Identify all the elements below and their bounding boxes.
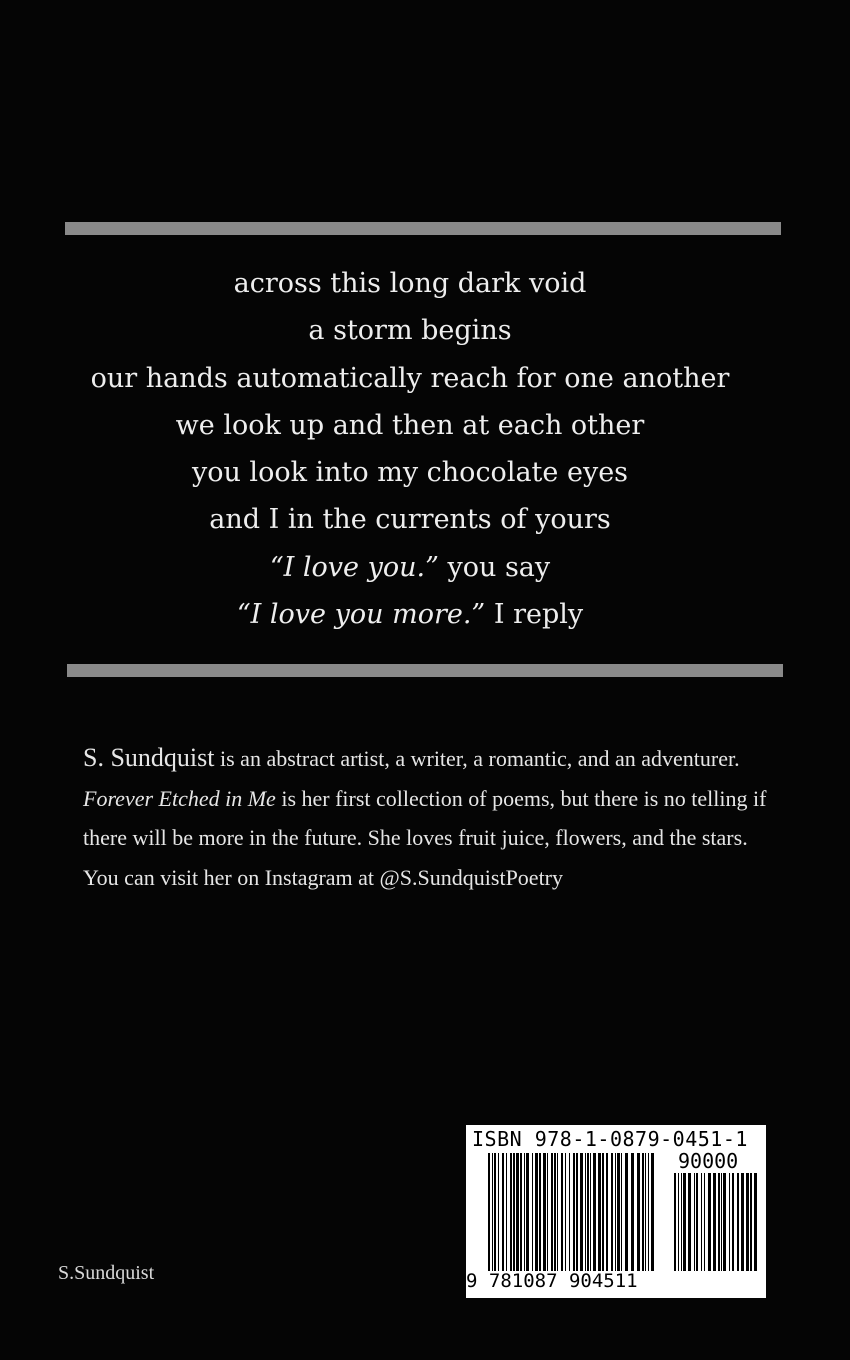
barcode-bar	[598, 1153, 601, 1271]
barcode-bar	[637, 1153, 640, 1271]
barcode-bar	[520, 1153, 522, 1271]
barcode-bar	[648, 1153, 649, 1271]
poem-line: you look into my chocolate eyes	[191, 457, 629, 489]
price-code: 90000	[678, 1149, 739, 1173]
poem-line	[0, 591, 820, 638]
barcode-bar	[611, 1153, 613, 1271]
top-divider	[65, 222, 781, 235]
barcode-bar	[678, 1173, 679, 1271]
barcode-bar	[645, 1153, 646, 1271]
isbn-barcode	[466, 1125, 766, 1298]
bio-text: is her first collection of poems, but there is no telling if there will be more in the future. She loves fruit juice, flowers, and the stars. You can visit her on Instagram at @S.SundquistPoetry	[83, 785, 767, 890]
barcode-bar	[701, 1173, 702, 1271]
poem-line: a storm begins	[308, 315, 512, 347]
barcode-bar	[587, 1153, 589, 1271]
author-name: S. Sundquist	[83, 743, 215, 772]
book-title: Forever Etched in Me	[83, 785, 276, 811]
author-signature: S.Sundquist	[58, 1262, 155, 1284]
poem-line: our hands automatically reach for one another	[90, 362, 730, 394]
barcode-bar	[721, 1173, 722, 1271]
poem-quote: “I love you more.”	[236, 599, 486, 631]
barcode-bar	[615, 1153, 616, 1271]
barcode-bar	[754, 1173, 757, 1271]
barcode-bar	[524, 1153, 525, 1271]
barcode-bar	[606, 1153, 608, 1271]
poem-line	[0, 544, 820, 591]
barcode-bar	[573, 1153, 575, 1271]
barcode-bar	[532, 1153, 533, 1271]
barcode-bar	[585, 1153, 586, 1271]
barcode-bar	[729, 1173, 730, 1271]
barcode-bar	[502, 1153, 504, 1271]
barcode-bar	[642, 1153, 644, 1271]
barcode-bar	[694, 1173, 695, 1271]
barcode-bar	[535, 1153, 538, 1271]
barcode-bar	[513, 1153, 515, 1271]
barcode-bar	[750, 1173, 752, 1271]
barcode-bar	[625, 1153, 628, 1271]
barcode-bar	[681, 1173, 682, 1271]
barcode-bar	[539, 1153, 541, 1271]
barcode-bar	[696, 1173, 698, 1271]
barcode-bar	[569, 1153, 570, 1271]
barcode-bar	[576, 1153, 578, 1271]
barcode-bar	[718, 1173, 720, 1271]
barcode-bar	[688, 1173, 691, 1271]
poem-line: and I in the currents of yours	[209, 504, 611, 536]
barcode-bar	[746, 1173, 749, 1271]
barcode-bar	[554, 1153, 556, 1271]
bottom-divider	[67, 664, 783, 677]
barcode-bar	[561, 1153, 563, 1271]
poem-line: we look up and then at each other	[175, 409, 645, 441]
barcode-bar	[565, 1153, 566, 1271]
barcode-bar	[732, 1173, 734, 1271]
barcode-bar	[674, 1173, 676, 1271]
bio-text: is an abstract artist, a writer, a romantic, and an adventurer.	[214, 746, 740, 771]
barcode-bar	[551, 1153, 553, 1271]
barcode-bar	[737, 1173, 739, 1271]
barcode-bar	[543, 1153, 546, 1271]
barcode-bar	[651, 1153, 654, 1271]
barcode-bar	[488, 1153, 490, 1271]
barcode-bar	[557, 1153, 558, 1271]
barcode-bar	[510, 1153, 512, 1271]
barcode-bar	[494, 1153, 496, 1271]
barcode-bar	[683, 1173, 686, 1271]
barcode-bar	[547, 1153, 548, 1271]
barcode-bar	[713, 1173, 716, 1271]
poem-line-rest: you say	[438, 551, 551, 583]
poem-line-rest: I reply	[485, 599, 584, 631]
barcode-bar	[723, 1173, 726, 1271]
author-bio	[83, 738, 783, 897]
barcode-bar	[704, 1173, 705, 1271]
barcode-bar	[516, 1153, 519, 1271]
poem-line: across this long dark void	[233, 268, 587, 299]
barcode-bar	[593, 1153, 596, 1271]
barcode-bar	[631, 1153, 634, 1271]
barcode-bar	[526, 1153, 529, 1271]
barcode-bar	[617, 1153, 620, 1271]
poem-quote: “I love you.”	[269, 551, 439, 583]
ean-digits: 9 781087 904511	[466, 1270, 638, 1292]
barcode-bar	[590, 1153, 591, 1271]
back-cover-poem	[0, 260, 820, 638]
barcode-bar	[506, 1153, 507, 1271]
barcode-bar	[492, 1153, 493, 1271]
barcode-bar	[741, 1173, 744, 1271]
isbn-label: ISBN 978-1-0879-0451-1	[472, 1127, 748, 1151]
barcode-bar	[498, 1153, 499, 1271]
barcode-bar	[621, 1153, 622, 1271]
barcode-bar	[602, 1153, 604, 1271]
barcode-bar	[708, 1173, 711, 1271]
barcode-bar	[580, 1153, 583, 1271]
